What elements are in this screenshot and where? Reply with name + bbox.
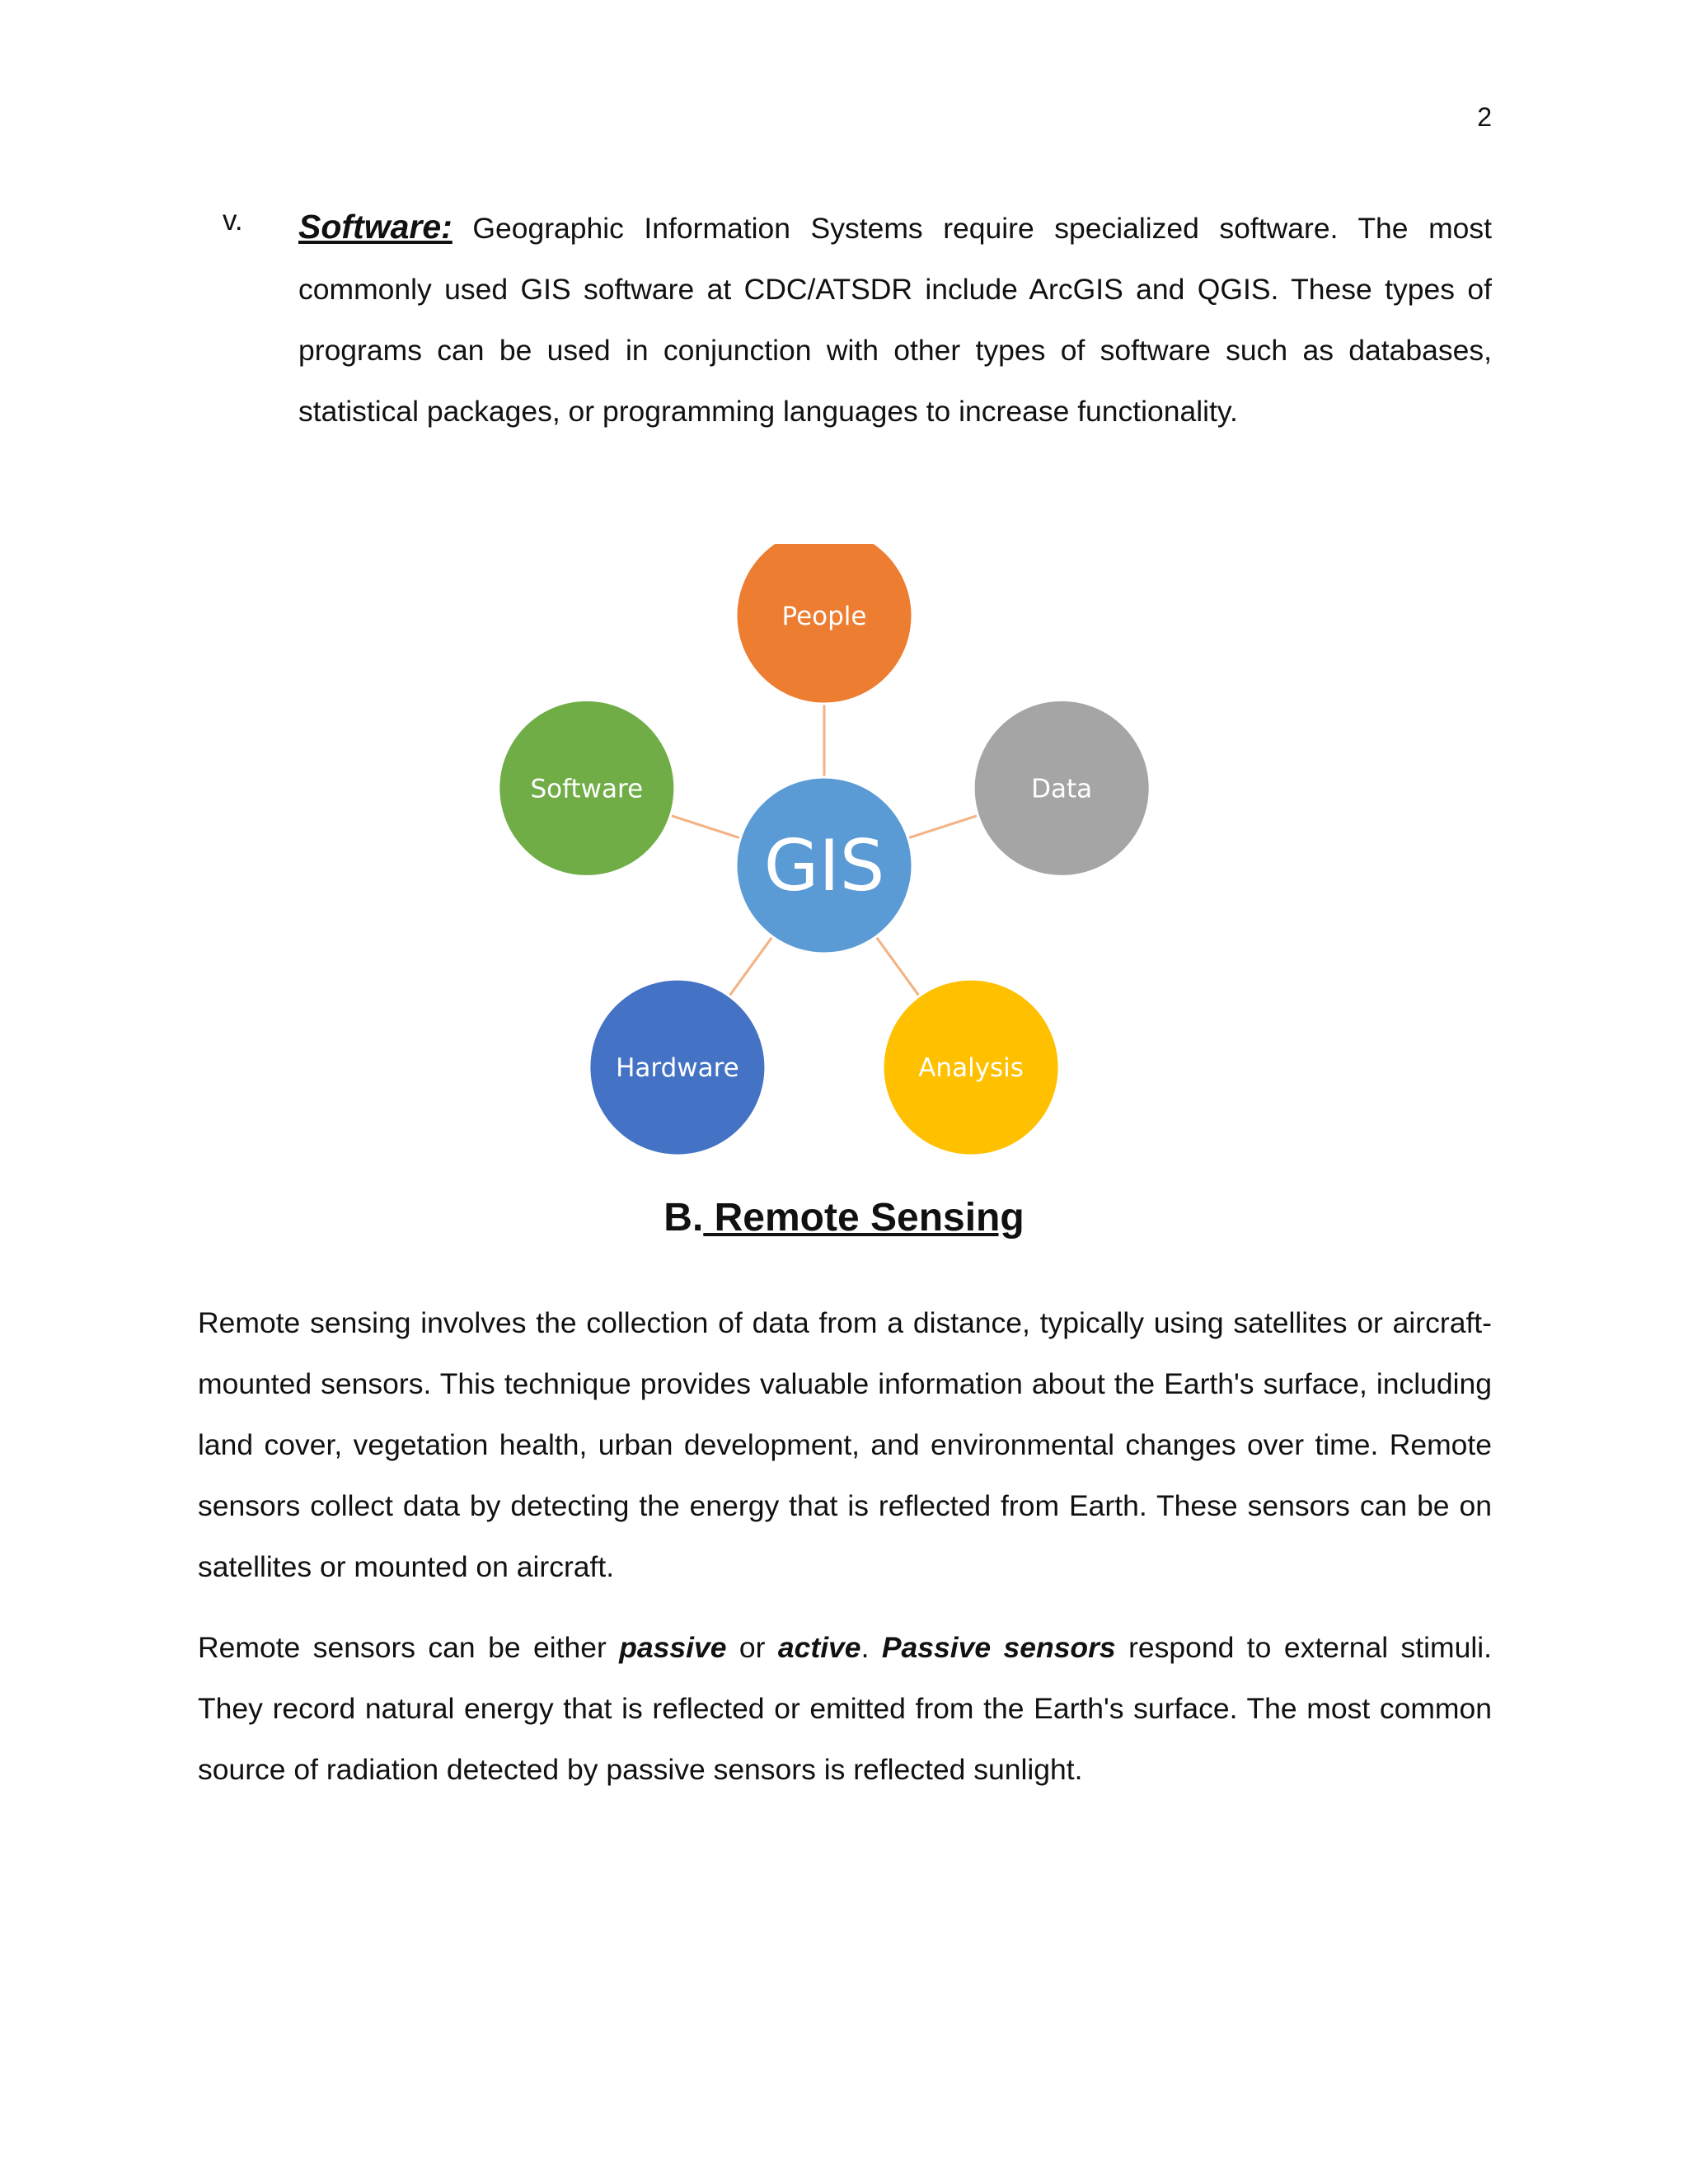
p2-text-4: respond to external stimuli. They record natural energy that is reflected or emitted from the Earth's surface. The most common source of radiation detected by passive sensors is reflected sunlight. <box>198 1631 1492 1786</box>
paragraph-sensor-types <box>198 1617 1492 1800</box>
list-item-body <box>298 196 1492 442</box>
section-prefix: B. <box>663 1196 704 1240</box>
connector-analysis <box>876 937 919 996</box>
section-title: Remote Sensing <box>703 1196 1025 1240</box>
diagram-nodes <box>499 544 1150 1155</box>
section-heading-remote-sensing <box>0 1195 1688 1240</box>
p2-text-3: . <box>860 1631 882 1664</box>
node-software-label: Software <box>530 774 644 804</box>
node-gis-label: GIS <box>763 825 885 907</box>
p2-text-1: Remote sensors can be either <box>198 1631 620 1664</box>
node-hardware-label: Hardware <box>616 1053 739 1084</box>
term-passive: passive <box>619 1631 727 1664</box>
node-data-label: Data <box>1031 774 1093 804</box>
gis-components-diagram <box>495 544 1154 1170</box>
term-active: active <box>777 1631 861 1664</box>
node-analysis-label: Analysis <box>918 1053 1024 1084</box>
connector-software <box>671 815 741 838</box>
paragraph-remote-sensing-intro: Remote sensing involves the collection of data from a distance, typically using satellites or aircraft-mounted sensors. This technique provides valuable information about the Earth's surface, including land cover, vegetation health, urban development, and environmental changes over time. Remote sensors collect data by detecting the energy that is reflected from Earth. These sensors can be on satellites or mounted on aircraft. <box>198 1306 1492 1583</box>
term-software: Software: <box>298 208 452 246</box>
connector-hardware <box>729 937 772 996</box>
connector-data <box>908 815 978 838</box>
page-number: 2 <box>1477 102 1492 132</box>
node-people-label: People <box>781 602 867 631</box>
term-passive-sensors: Passive sensors <box>881 1631 1116 1664</box>
list-item-text: Geographic Information Systems require specialized software. The most commonly used GIS software at CDC/ATSDR include ArcGIS and QGIS. These types of programs can be used in conjunction with other types of software such as databases, statistical packages, or programming languages to increase functionality. <box>298 212 1492 428</box>
p2-text-2: or <box>726 1631 778 1664</box>
list-marker: v. <box>223 204 243 237</box>
